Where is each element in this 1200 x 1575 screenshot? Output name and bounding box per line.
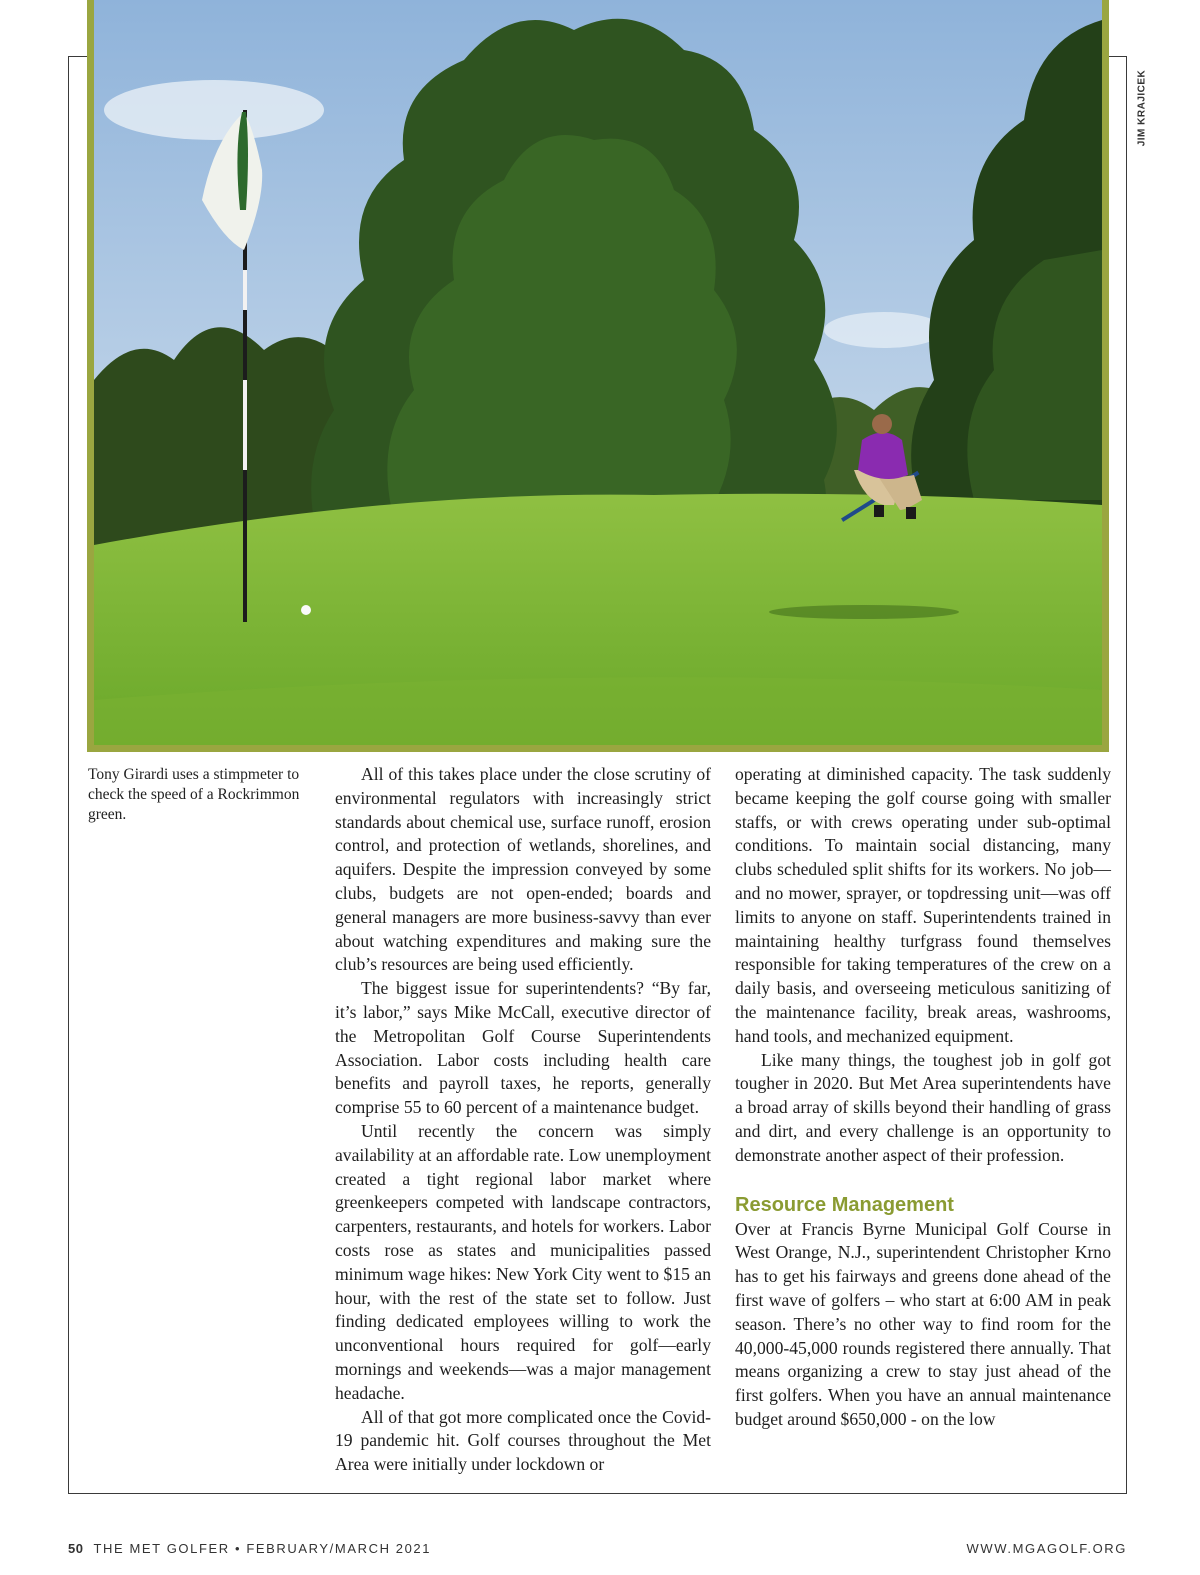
photo-credit-text: JIM KRAJICEK	[1136, 69, 1148, 147]
article-paragraph: operating at diminished capacity. The task suddenly became keeping the golf course going with smaller staffs, or with crews operating under sub-optimal conditions. To maintain social distancing, many clubs scheduled split shifts for its workers. No job—and no mower, sprayer, or topdressing unit—was off limits to anyone on staff. Superintendents trained in maintaining healthy turfgrass found themselves responsible for taking temperatures of the crew on a daily basis, and overseeing meticulous sanitizing of the maintenance facility, break areas, washrooms, hand tools, and mechanized equipment.	[735, 764, 1111, 1046]
footer-left	[68, 1541, 431, 1556]
frame-right	[1126, 56, 1127, 1494]
publication-info: THE MET GOLFER • FEBRUARY/MARCH 2021	[93, 1541, 432, 1556]
article-paragraph: Over at Francis Byrne Municipal Golf Course in West Orange, N.J., superintendent Christopher Krno has to get his fairways and greens done ahead of the first wave of golfers – who start at 6:00 AM in peak season. There’s no other way to find room for the 40,000-45,000 rounds registered there annually. That means organizing a crew to stay just ahead of the first golfers. When you have an annual maintenance budget around $650,000 - on the low	[735, 1218, 1111, 1429]
frame-top-left	[68, 56, 88, 57]
article-paragraph: Like many things, the toughest job in golf got tougher in 2020. But Met Area superintendents have a broad array of skills beyond their handling of grass and dirt, and every challenge is an opportunity to demonstrate another aspect of their profession.	[735, 1049, 1111, 1165]
golf-green-photo	[94, 0, 1102, 745]
page-number: 50	[68, 1541, 84, 1556]
article-paragraph: The biggest issue for superintendents? “By far, it’s labor,” says Mike McCall, executive director of the Metropolitan Golf Course Superintendents Association. Labor costs including health care benefits and payroll taxes, he reports, generally comprise 55 to 60 percent of a maintenance budget.	[335, 978, 711, 1118]
footer-website: WWW.MGAGOLF.ORG	[966, 1541, 1127, 1556]
photo-caption: Tony Girardi uses a stimpmeter to check the speed of a Rockrimmon green.	[88, 766, 300, 823]
article-paragraph: All of that got more complicated once the Covid-19 pandemic hit. Golf courses throughout the Met Area were initially under lockdown or	[335, 1406, 711, 1475]
article-column-1	[335, 763, 711, 1477]
article-column-2	[735, 763, 1111, 1432]
article-paragraph: Until recently the concern was simply availability at an affordable rate. Low unemployment created a tight regional labor market where greenkeepers competed with landscape contractors, carpenters, restaurants, and hotels for workers. Labor costs rose as states and municipalities passed minimum wage hikes: New York City went to $15 an hour, with the rest of the state set to follow. Just finding dedicated employees willing to work the unconventional hours required for golf—early mornings and weekends—was a major management headache.	[335, 1120, 711, 1403]
article-paragraph: All of this takes place under the close scrutiny of environmental regulators with increasingly strict standards about chemical use, surface runoff, erosion control, and protection of wetlands, shorelines, and aquifers. Despite the impression conveyed by some clubs, budgets are not open-ended; boards and general managers are more business-savvy than ever about watching expenditures and making sure the club’s resources are being used efficiently.	[335, 764, 711, 975]
frame-bottom	[68, 1493, 1127, 1494]
photo-credit	[1122, 48, 1162, 168]
section-subhead: Resource Management	[735, 1193, 954, 1216]
frame-left	[68, 56, 69, 1494]
feature-photo	[87, 0, 1109, 752]
